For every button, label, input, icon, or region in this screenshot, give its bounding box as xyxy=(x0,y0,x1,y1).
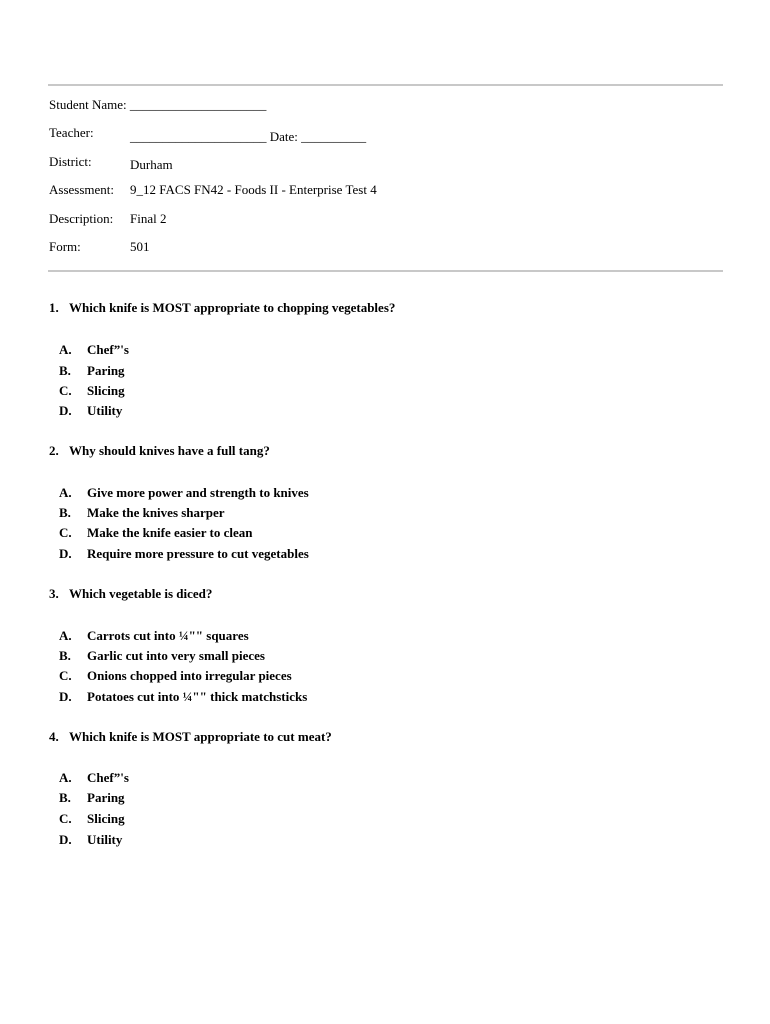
district-value: Durham xyxy=(130,157,173,172)
choice-text: Make the knife easier to clean xyxy=(87,525,253,540)
choice-letter: A. xyxy=(59,628,72,643)
date-label: Date: xyxy=(269,129,298,144)
question-text: Which vegetable is diced? xyxy=(69,586,213,601)
form-label: Form: xyxy=(49,239,81,254)
choice-text: Paring xyxy=(87,790,125,805)
question-text: Why should knives have a full tang? xyxy=(69,443,270,458)
choice-letter: A. xyxy=(59,342,72,357)
form-value: 501 xyxy=(130,239,150,254)
choice-letter: A. xyxy=(59,770,72,785)
choice-letter: D. xyxy=(59,689,72,704)
choice-text: Onions chopped into irregular pieces xyxy=(87,668,292,683)
choice-letter: C. xyxy=(59,525,72,540)
choice-text: Utility xyxy=(87,403,123,418)
question-number: 4. xyxy=(49,729,59,744)
choice-letter: C. xyxy=(59,383,72,398)
header-top-divider xyxy=(48,84,723,86)
choice-text: Garlic cut into very small pieces xyxy=(87,648,265,663)
choice-letter: C. xyxy=(59,811,72,826)
choice-text: Slicing xyxy=(87,383,125,398)
question-text: Which knife is MOST appropriate to chopping vegetables? xyxy=(69,300,396,315)
question-number: 3. xyxy=(49,586,59,601)
choice-text: Give more power and strength to knives xyxy=(87,485,309,500)
question-1 xyxy=(49,300,395,316)
choice-text: Paring xyxy=(87,363,125,378)
question-3 xyxy=(49,586,212,602)
choice-letter: B. xyxy=(59,648,71,663)
choice-letter: B. xyxy=(59,505,71,520)
choice-letter: B. xyxy=(59,790,71,805)
header-bottom-divider xyxy=(48,270,723,272)
teacher-label: Teacher: xyxy=(49,125,94,140)
date-blank[interactable]: __________ xyxy=(301,129,367,144)
student-name-blank[interactable]: _____________________ xyxy=(129,97,267,112)
choice-letter: D. xyxy=(59,832,72,847)
choice-text: Slicing xyxy=(87,811,125,826)
question-4 xyxy=(49,729,332,745)
question-text: Which knife is MOST appropriate to cut meat? xyxy=(69,729,332,744)
choice-text: Utility xyxy=(87,832,123,847)
choice-text: Chef”'s xyxy=(87,342,129,357)
choice-letter: D. xyxy=(59,403,72,418)
district-label: District: xyxy=(49,154,92,169)
choice-letter: D. xyxy=(59,546,72,561)
question-number: 2. xyxy=(49,443,59,458)
choice-text: Potatoes cut into ¼"" thick matchsticks xyxy=(87,689,308,704)
assessment-label: Assessment: xyxy=(49,182,114,197)
choice-text: Make the knives sharper xyxy=(87,505,225,520)
choice-letter: C. xyxy=(59,668,72,683)
question-number: 1. xyxy=(49,300,59,315)
description-value: Final 2 xyxy=(130,211,167,226)
choice-letter: A. xyxy=(59,485,72,500)
choice-text: Chef”'s xyxy=(87,770,129,785)
student-name-label: Student Name: xyxy=(49,97,127,112)
teacher-blank[interactable]: _____________________ xyxy=(130,129,267,144)
description-label: Description: xyxy=(49,211,114,226)
question-2 xyxy=(49,443,270,459)
choice-letter: B. xyxy=(59,363,71,378)
assessment-value: 9_12 FACS FN42 - Foods II - Enterprise Test 4 xyxy=(130,182,377,197)
choice-text: Carrots cut into ¼"" squares xyxy=(87,628,249,643)
choice-text: Require more pressure to cut vegetables xyxy=(87,546,309,561)
